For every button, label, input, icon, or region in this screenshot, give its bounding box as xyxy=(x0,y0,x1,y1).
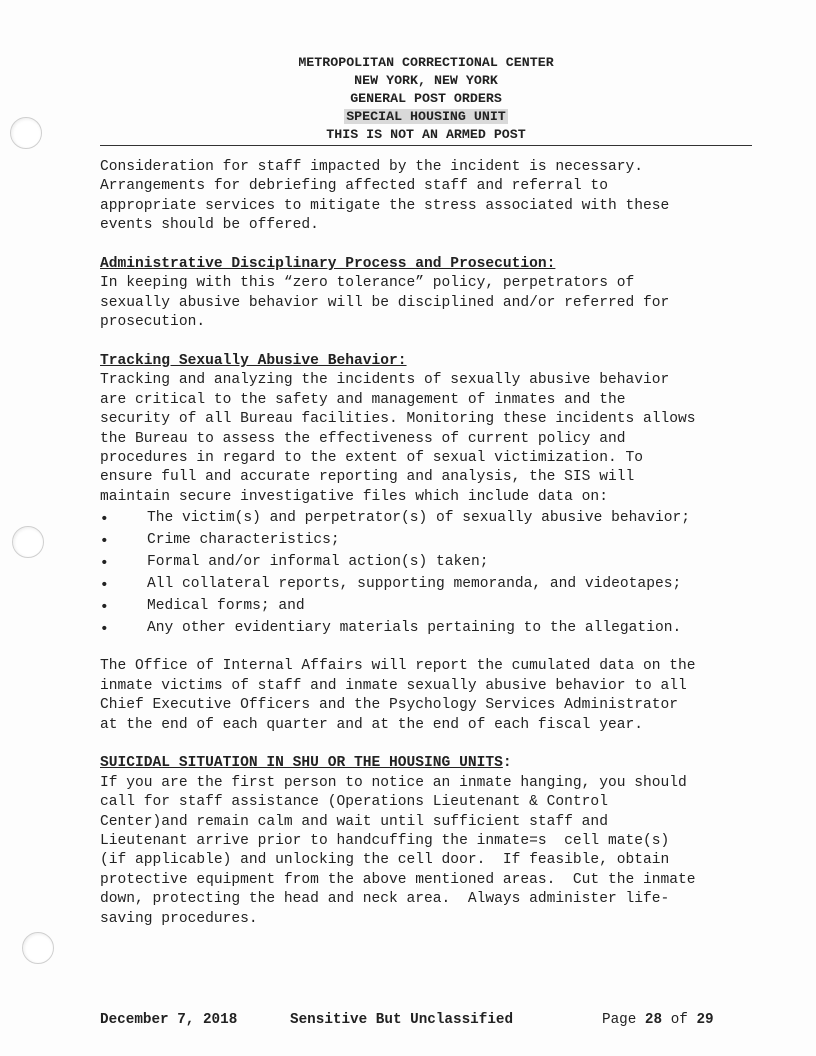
page-label: Page xyxy=(602,1012,637,1028)
section-line: Chief Executive Officers and the Psychology Services Administrator xyxy=(100,697,679,714)
section-heading-suicidal-text: SUICIDAL SITUATION IN SHU OR THE HOUSING UNITS xyxy=(100,755,503,772)
section-line: protective equipment from the above mentioned areas. Cut the inmate xyxy=(100,871,696,888)
intro-line: Arrangements for debriefing affected staff and referral to xyxy=(100,178,608,195)
section-line: In keeping with this “zero tolerance” policy, perpetrators of xyxy=(100,275,635,292)
punch-hole-middle xyxy=(12,526,44,558)
section-line: sexually abusive behavior will be disciplined and/or referred for xyxy=(100,294,670,311)
page-number xyxy=(602,1012,714,1028)
section-line: Center)and remain calm and wait until sufficient staff and xyxy=(100,813,608,830)
intro-line: events should be offered. xyxy=(100,217,319,234)
list-item: • All collateral reports, supporting memoranda, and videotapes; xyxy=(100,575,780,594)
total-pages: 29 xyxy=(696,1012,714,1028)
header-location: NEW YORK, NEW YORK xyxy=(354,73,498,88)
list-item: • Any other evidentiary materials pertaining to the allegation. xyxy=(100,619,780,638)
section-line: are critical to the safety and management of inmates and the xyxy=(100,391,626,408)
section-line: Lieutenant arrive prior to handcuffing the inmate=s cell mate(s) xyxy=(100,832,670,849)
list-item: • Crime characteristics; xyxy=(100,531,780,550)
document-header xyxy=(100,54,752,144)
list-item: • Formal and/or informal action(s) taken; xyxy=(100,553,780,572)
section-heading-tracking: Tracking Sexually Abusive Behavior: xyxy=(100,353,407,370)
footer-date: December 7, 2018 xyxy=(100,1012,238,1028)
section-line: the Bureau to assess the effectiveness of current policy and xyxy=(100,430,626,447)
section-line: inmate victims of staff and inmate sexually abusive behavior to all xyxy=(100,677,687,694)
section-heading-suicidal xyxy=(100,754,780,773)
punch-hole-bottom xyxy=(22,932,54,964)
section-line: call for staff assistance (Operations Lieutenant & Control xyxy=(100,794,608,811)
section-line: prosecution. xyxy=(100,314,206,331)
of-label: of xyxy=(670,1012,688,1028)
heading-colon: : xyxy=(502,755,512,772)
list-item: • Medical forms; and xyxy=(100,597,780,616)
section-line: ensure full and accurate reporting and analysis, the SIS will xyxy=(100,469,635,486)
header-facility: METROPOLITAN CORRECTIONAL CENTER xyxy=(298,55,554,70)
section-line: maintain secure investigative files which include data on: xyxy=(100,488,608,505)
footer-classification: Sensitive But Unclassified xyxy=(290,1012,514,1028)
tracking-data-list xyxy=(100,509,780,638)
section-line: The Office of Internal Affairs will report the cumulated data on the xyxy=(100,658,696,675)
header-unit: SPECIAL HOUSING UNIT xyxy=(346,109,506,124)
section-line: If you are the first person to notice an inmate hanging, you should xyxy=(100,774,687,791)
section-line: (if applicable) and unlocking the cell door. If feasible, obtain xyxy=(100,852,670,869)
section-line: at the end of each quarter and at the end of each fiscal year. xyxy=(100,716,643,733)
section-line: Tracking and analyzing the incidents of sexually abusive behavior xyxy=(100,372,670,389)
page-footer xyxy=(100,1012,740,1032)
punch-hole-top xyxy=(10,117,42,149)
section-line: procedures in regard to the extent of sexual victimization. To xyxy=(100,450,643,467)
intro-line: appropriate services to mitigate the stress associated with these xyxy=(100,197,670,214)
intro-line: Consideration for staff impacted by the incident is necessary. xyxy=(100,159,643,175)
list-item: • The victim(s) and perpetrator(s) of sexually abusive behavior; xyxy=(100,509,780,528)
header-orders: GENERAL POST ORDERS xyxy=(350,91,502,106)
header-armed-status: THIS IS NOT AN ARMED POST xyxy=(326,127,526,142)
document-body xyxy=(100,158,780,929)
section-heading-disciplinary: Administrative Disciplinary Process and Prosecution: xyxy=(100,256,556,273)
section-line: security of all Bureau facilities. Monitoring these incidents allows xyxy=(100,411,696,428)
section-line: saving procedures. xyxy=(100,910,258,927)
section-line: down, protecting the head and neck area. Always administer life- xyxy=(100,891,670,908)
header-rule xyxy=(100,145,752,146)
current-page: 28 xyxy=(644,1012,663,1028)
